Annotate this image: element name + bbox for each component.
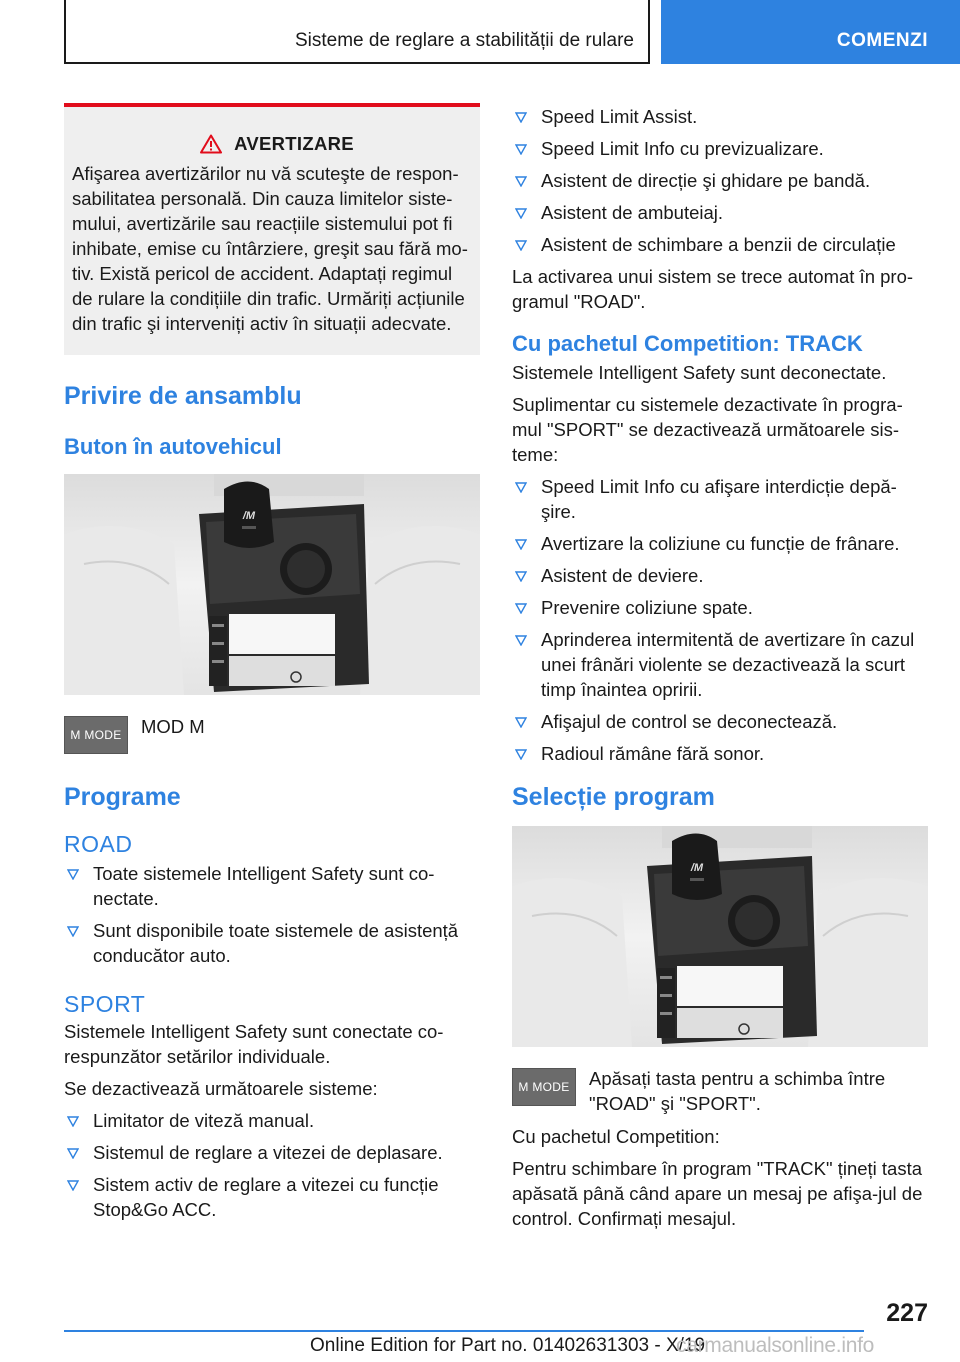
triangle-bullet-icon [515,571,527,582]
triangle-bullet-icon [515,176,527,187]
list-item: Avertizare la coliziune cu funcție de frânare. [512,531,928,556]
track-paragraph-1: Sistemele Intelligent Safety sunt deconectate. [512,362,887,383]
triangle-bullet-icon [515,482,527,493]
list-item: Asistent de deviere. [512,563,928,588]
left-column [64,103,480,1229]
triangle-bullet-icon [67,1180,79,1191]
assist-list [512,104,928,257]
sport-list [64,1108,480,1222]
triangle-bullet-icon [515,717,527,728]
triangle-bullet-icon [515,749,527,760]
triangle-bullet-icon [515,603,527,614]
header-section-box [64,0,650,64]
heading-road: ROAD [64,831,133,857]
m-mode-caption: MOD M [141,716,205,737]
activation-paragraph: La activarea unui sistem se trece automat în pro-gramul "ROAD". [512,266,914,312]
mode-row-left [64,716,480,754]
list-item: Sistemul de reglare a vitezei de deplasare. [64,1140,480,1165]
console-photo-left [64,474,480,695]
track-instruction-paragraph: Pentru schimbare în program "TRACK" țineți tasta apăsată până când apare un mesaj pe afişa-jul de control. Confirmați mesajul. [512,1158,923,1229]
warning-box [64,103,480,355]
triangle-bullet-icon [515,635,527,646]
heading-sport: SPORT [64,991,146,1017]
page-number: 227 [886,1299,928,1327]
footer-edition: Online Edition for Part no. 01402631303 - X/19 [310,1335,706,1356]
right-column [512,104,928,1238]
list-item: Speed Limit Info cu previzualizare. [512,136,928,161]
warning-text: Afişarea avertizărilor nu vă scuteşte de respon-sabilitatea personală. Din cauza limitelor siste-mului, avertizările sau reacțiile sistemului pot fi inhibate, emise cu întârziere, greşit sau fără mo-tiv. Există pericol de accident. Adaptați regimul de rulare la condițiile din trafic. Urmăriți acțiunile din trafic şi interveniți activ în situații adecvate. [72,163,468,334]
list-item: Limitator de viteză manual. [64,1108,480,1133]
list-item: Speed Limit Assist. [512,104,928,129]
footer-watermark[interactable]: carmanualsonline.info [676,1334,874,1357]
list-item: Asistent de ambuteiaj. [512,200,928,225]
header-section-title: Sisteme de reglare a stabilității de rulare [294,30,634,51]
sport-paragraph-1: Sistemele Intelligent Safety sunt conectate co-respunzător setărilor individuale. [64,1021,444,1067]
list-item: Toate sistemele Intelligent Safety sunt co-nectate. [64,861,480,911]
heading-button-in-vehicle: Buton în autovehicul [64,434,282,459]
track-paragraph-2: Suplimentar cu sistemele dezactivate în progra-mul "SPORT" se dezactivează următoarele sis-teme: [512,394,903,465]
heading-track: Cu pachetul Competition: TRACK [512,331,863,356]
list-item: Asistent de schimbare a benzii de circulație [512,232,928,257]
svg-text:/M: /M [690,862,704,874]
warning-header [72,131,470,156]
header-chapter-label: COMENZI [836,30,928,51]
competition-paragraph: Cu pachetul Competition: [512,1126,720,1147]
list-item: Sunt disponibile toate sistemele de asistență conducător auto. [64,918,480,968]
triangle-bullet-icon [515,144,527,155]
header-chapter-tab[interactable] [661,0,960,64]
list-item: Aprinderea intermitentă de avertizare în cazul unei frânări violente se dezactivează la scurt timp înaintea opririi. [512,627,928,702]
triangle-bullet-icon [67,1116,79,1127]
m-mode-button-icon: M MODE [64,716,128,754]
track-list [512,474,928,766]
m-mode-button-icon: M MODE [512,1068,576,1106]
road-list [64,861,480,968]
sport-paragraph-2: Se dezactivează următoarele sisteme: [64,1078,378,1099]
svg-text:/M: /M [242,510,256,522]
warning-triangle-icon [200,134,222,154]
console-photo-right [512,826,928,1047]
triangle-bullet-icon [67,869,79,880]
heading-program-selection: Selecție program [512,783,715,811]
triangle-bullet-icon [515,539,527,550]
list-item: Radioul rămâne fără sonor. [512,741,928,766]
triangle-bullet-icon [67,926,79,937]
list-item: Afişajul de control se deconectează. [512,709,928,734]
triangle-bullet-icon [515,240,527,251]
heading-overview: Privire de ansamblu [64,382,302,410]
list-item: Sistem activ de reglare a vitezei cu funcție Stop&Go ACC. [64,1172,480,1222]
m-mode-instruction: Apăsați tasta pentru a schimba între "ROAD" şi "SPORT". [589,1068,886,1114]
list-item: Prevenire coliziune spate. [512,595,928,620]
triangle-bullet-icon [67,1148,79,1159]
triangle-bullet-icon [515,208,527,219]
triangle-bullet-icon [515,112,527,123]
list-item: Asistent de direcție şi ghidare pe bandă. [512,168,928,193]
heading-programs: Programe [64,783,181,811]
warning-title: AVERTIZARE [234,133,354,154]
mode-row-right [512,1068,928,1116]
footer-divider [64,1330,864,1332]
list-item: Speed Limit Info cu afişare interdicție depă-şire. [512,474,928,524]
